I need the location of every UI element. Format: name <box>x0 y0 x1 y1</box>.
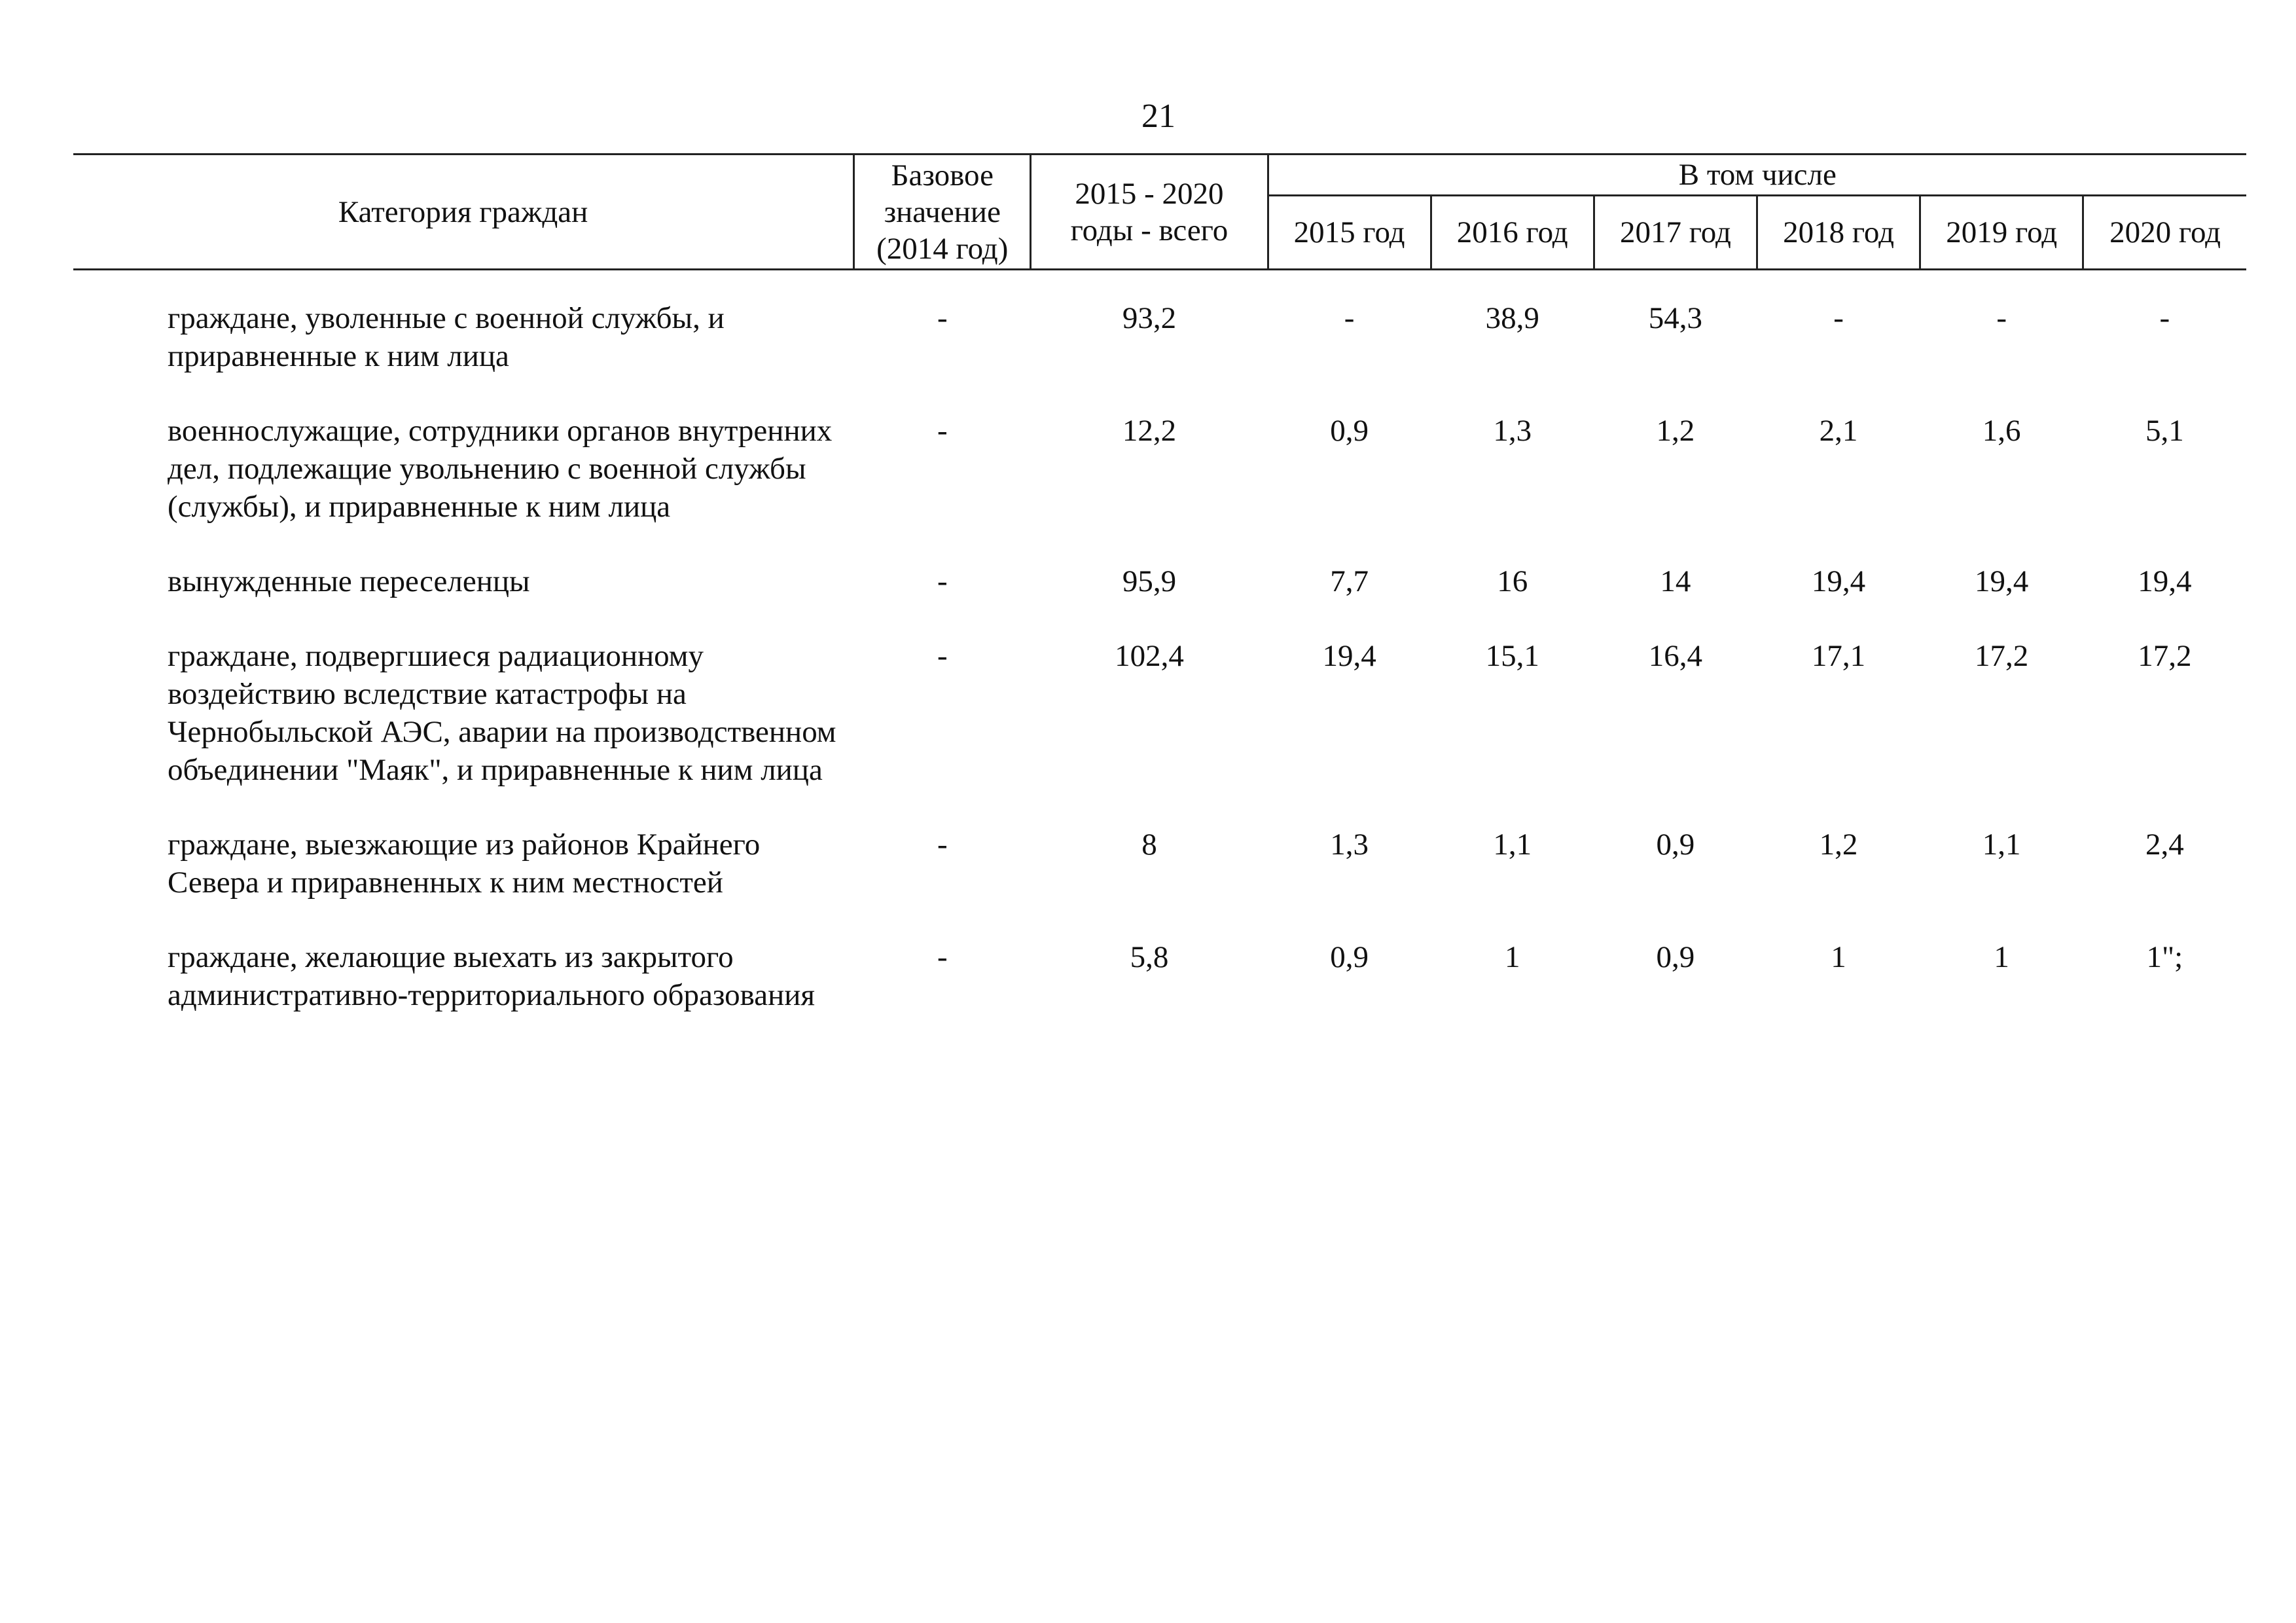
row-category: граждане, выезжающие из районов Крайнего Севера и приравненных к ним местностей <box>168 828 761 900</box>
table-row <box>73 826 2246 938</box>
row-total: 102,4 <box>1115 639 1184 673</box>
table-body <box>73 270 2246 1015</box>
row-year-value: 17,2 <box>1975 639 2029 673</box>
row-year-value: 1 <box>1505 940 1520 974</box>
row-year-value: 1"; <box>2146 940 2183 974</box>
header-year: 2018 год <box>1757 196 1920 270</box>
row-year-value: 1,2 <box>1819 828 1858 862</box>
spacer <box>73 270 2246 300</box>
table-row <box>73 299 2246 412</box>
row-year-value: 54,3 <box>1648 301 1703 335</box>
row-year-value: 0,9 <box>1656 940 1695 974</box>
row-year-value: 0,9 <box>1330 940 1369 974</box>
row-year-value: 1,3 <box>1493 414 1532 448</box>
header-total: 2015 - 2020 годы - всего <box>1031 155 1268 270</box>
table-row <box>73 562 2246 637</box>
row-year-value: 1 <box>1831 940 1846 974</box>
row-year-value: 15,1 <box>1485 639 1539 673</box>
row-year-value: 1,1 <box>1493 828 1532 862</box>
row-category: граждане, подвергшиеся радиационному воздействию вследствие катастрофы на Чернобыльской АЭС, аварии на производственном объединении "Маяк", и приравненные к ним лица <box>168 639 836 787</box>
row-total: 95,9 <box>1122 564 1177 598</box>
row-base: - <box>937 414 948 448</box>
header-year: 2020 год <box>2109 215 2221 249</box>
citizens-table-container <box>73 153 2246 1014</box>
table-header <box>73 155 2246 270</box>
row-base: - <box>937 828 948 862</box>
row-base: - <box>937 301 948 335</box>
row-year-value: 2,1 <box>1819 414 1858 448</box>
row-total: 8 <box>1141 828 1157 862</box>
header-year: 2016 год <box>1431 196 1594 270</box>
row-year-value: 1,6 <box>1982 414 2021 448</box>
row-year-value: - <box>1344 301 1355 335</box>
row-year-value: - <box>2159 301 2170 335</box>
row-category: военнослужащие, сотрудники органов внутренних дел, подлежащие увольнению с военной службы (службы), и приравненные к ним лица <box>168 414 833 524</box>
row-base: - <box>937 564 948 598</box>
row-year-value: 38,9 <box>1485 301 1539 335</box>
row-year-value: 17,1 <box>1811 639 1866 673</box>
row-year-value: 16,4 <box>1648 639 1703 673</box>
row-year-value: 5,1 <box>2145 414 2184 448</box>
row-category: граждане, желающие выехать из закрытого административно-территориального образования <box>168 940 815 1012</box>
row-category: граждане, уволенные с военной службы, и приравненные к ним лица <box>168 301 725 373</box>
row-year-value: 1,1 <box>1982 828 2021 862</box>
row-year-value: 16 <box>1497 564 1528 598</box>
page-number: 21 <box>1141 98 1175 135</box>
row-year-value: - <box>1996 301 2007 335</box>
row-category: вынужденные переселенцы <box>168 564 530 598</box>
header-year: 2015 год <box>1268 196 1431 270</box>
row-base: - <box>937 940 948 974</box>
header-category: Категория граждан <box>73 155 854 270</box>
row-year-value: 17,2 <box>2138 639 2192 673</box>
table-row <box>73 412 2246 562</box>
row-year-value: 19,4 <box>1811 564 1866 598</box>
row-total: 5,8 <box>1130 940 1169 974</box>
header-year: 2017 год <box>1594 196 1757 270</box>
row-year-value: 19,4 <box>1975 564 2029 598</box>
citizens-table <box>73 153 2246 1014</box>
row-year-value: 14 <box>1660 564 1691 598</box>
row-year-value: 7,7 <box>1330 564 1369 598</box>
row-year-value: 19,4 <box>1322 639 1376 673</box>
row-total: 93,2 <box>1122 301 1177 335</box>
row-year-value: 0,9 <box>1330 414 1369 448</box>
row-year-value: 1,3 <box>1330 828 1369 862</box>
table-row <box>73 637 2246 826</box>
row-year-value: 19,4 <box>2138 564 2192 598</box>
table-row <box>73 938 2246 1014</box>
row-year-value: 1,2 <box>1656 414 1695 448</box>
header-base-value: Базовое значение (2014 год) <box>854 155 1031 270</box>
row-year-value: 1 <box>1994 940 2009 974</box>
row-base: - <box>937 639 948 673</box>
row-year-value: 2,4 <box>2145 828 2184 862</box>
row-year-value: 0,9 <box>1656 828 1695 862</box>
row-year-value: - <box>1833 301 1844 335</box>
header-year: 2019 год <box>1920 196 2083 270</box>
header-including: В том числе <box>1268 155 2246 196</box>
row-total: 12,2 <box>1122 414 1177 448</box>
